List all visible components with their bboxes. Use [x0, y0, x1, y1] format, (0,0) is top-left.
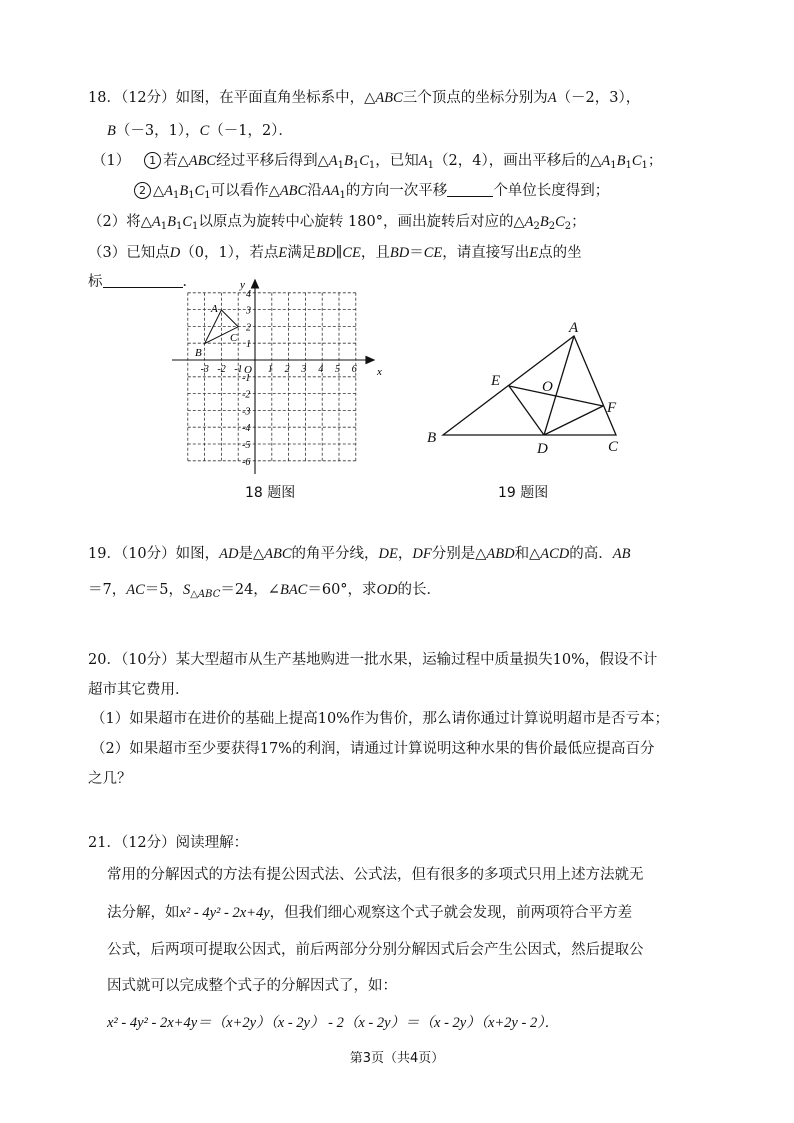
- figure-18-caption: 18 题图: [245, 485, 296, 501]
- y-tick-label: -3: [242, 406, 251, 418]
- q18-part2: （2）将$\triangle A_1B_1C_1$以原点为旋转中心旋转 180°，画出旋转后对应的$\triangle A_2B_2C_2$；: [88, 214, 586, 232]
- q18-part3: （3）已知点D（0，1），若点E满足BD∥CE，且BD＝CE，请直接写出E点的坐: [88, 245, 582, 261]
- point-c-label: C: [608, 439, 619, 455]
- q18-line1: 18．（12分）如图，在平面直角坐标系中，△ABC三个顶点的坐标分别为A（－2，3），: [88, 90, 641, 106]
- point-a-label: A: [569, 320, 579, 336]
- y-tick-label: -6: [242, 456, 251, 468]
- segment-df: [544, 406, 603, 435]
- q19-line2: ＝7，AC＝5，$S_{\triangle ABC}=24$，∠BAC＝60°，求OD的长．: [88, 582, 442, 600]
- point-e-label: E: [491, 373, 501, 389]
- x-axis-arrow-icon: [366, 357, 374, 364]
- q18-part1-2: 2 $\triangle A_1B_1C_1$可以看作△ABC沿$AA_1$的方向一次平移 个单位长度得到；: [134, 181, 609, 206]
- y-tick-label: 3: [246, 305, 251, 317]
- point-d-label: D: [537, 441, 548, 457]
- y-tick-label: 2: [246, 322, 251, 334]
- point-f-label: F: [607, 400, 617, 416]
- x-tick-label: 5: [335, 364, 340, 375]
- origin-label: O: [244, 364, 252, 376]
- circled-number-2: 2: [134, 182, 151, 199]
- x-tick-label: 2: [284, 364, 290, 375]
- q20-line1: 20．（10分）某大型超市从生产基地购进一批水果，运输过程中质量损失10%，假设不计: [88, 652, 658, 668]
- x-tick-label: 1: [267, 364, 273, 375]
- segment-de: [509, 386, 544, 435]
- q18-part1-1: （1） 1 若△ABC经过平移后得到$\triangle A_1B_1C_1$，已知$A_1(2$，4），画出平移后的$\triangle A_1B_1C_1$；: [92, 153, 663, 171]
- y-tick-label: -2: [242, 389, 251, 401]
- polynomial-expression: x² - 4y² - 2x+4y: [179, 905, 270, 921]
- figure-19-triangle: [420, 318, 630, 460]
- q21-para-line4: 因式就可以完成整个式子的分解因式了，如：: [107, 978, 397, 994]
- q18-line2: B（－3，1），C（－1，2）．: [107, 123, 293, 139]
- q18-part3-cont: 标 ．: [88, 274, 197, 290]
- point-a-label: A: [211, 303, 218, 315]
- q20-part2: （2）如果超市至少要获得17%的利润，请通过计算说明这种水果的售价最低应提高百分: [91, 741, 655, 757]
- q19-line1: 19．（10分）如图，AD是△ABC的角平分线，DE，DF分别是△ABD和△ACD的高．AB: [88, 546, 631, 562]
- x-tick-label: 6: [351, 364, 357, 375]
- page-footer: 第3页（共4页）: [349, 1051, 445, 1066]
- q21-para-line1: 常用的分解因式的方法有提公因式法、公式法，但有很多的多项式只用上述方法就无: [107, 867, 644, 883]
- y-tick-label: 1: [246, 339, 251, 351]
- segment-ef: [509, 386, 603, 406]
- answer-blank[interactable]: [447, 182, 493, 197]
- q21-para-line3: 公式，后两项可提取公因式，前后两部分分别分解因式后会产生公因式，然后提取公: [107, 942, 644, 958]
- q20-part1: （1）如果超市在进价的基础上提高10%作为售价，那么请你通过计算说明超市是否亏本；: [91, 711, 669, 727]
- y-tick-label: -5: [242, 440, 251, 451]
- y-tick-label: 4: [246, 288, 251, 300]
- q20-line2: 超市其它费用．: [88, 682, 190, 698]
- triangle-abc-outline: [443, 336, 616, 435]
- q21-title: 21．（12分）阅读理解：: [88, 835, 249, 851]
- q21-para-line2: 法分解，如x² - 4y² - 2x+4y，但我们细心观察这个式子就会发现，前两项符合平方差: [107, 905, 633, 921]
- figure-18-coordinate-grid: [170, 278, 385, 478]
- x-tick-label: 4: [318, 364, 324, 375]
- point-o-label: O: [542, 379, 553, 395]
- y-tick-label: -4: [242, 423, 251, 435]
- x-axis-label: x: [377, 366, 382, 378]
- x-tick-label: -1: [234, 364, 243, 375]
- q20-part2-cont: 之几？: [88, 771, 132, 787]
- point-b-label: B: [427, 430, 437, 446]
- point-c-label: C: [230, 332, 238, 344]
- x-tick-label: 3: [301, 364, 307, 375]
- q21-factorization-example: x² - 4y² - 2x+4y＝（x+2y）（x - 2y） - 2（x - 2y）＝（x - 2y）（x+2y - 2）．: [107, 1015, 559, 1031]
- figure-19-caption: 19 题图: [498, 485, 549, 501]
- y-axis-label: y: [240, 279, 245, 291]
- y-tick-label: -1: [242, 372, 251, 384]
- x-tick-label: -2: [217, 364, 226, 375]
- circled-number-1: 1: [144, 152, 161, 169]
- x-tick-label: -3: [200, 364, 209, 375]
- point-b-label: B: [195, 347, 202, 359]
- y-axis-arrow-icon: [252, 280, 259, 288]
